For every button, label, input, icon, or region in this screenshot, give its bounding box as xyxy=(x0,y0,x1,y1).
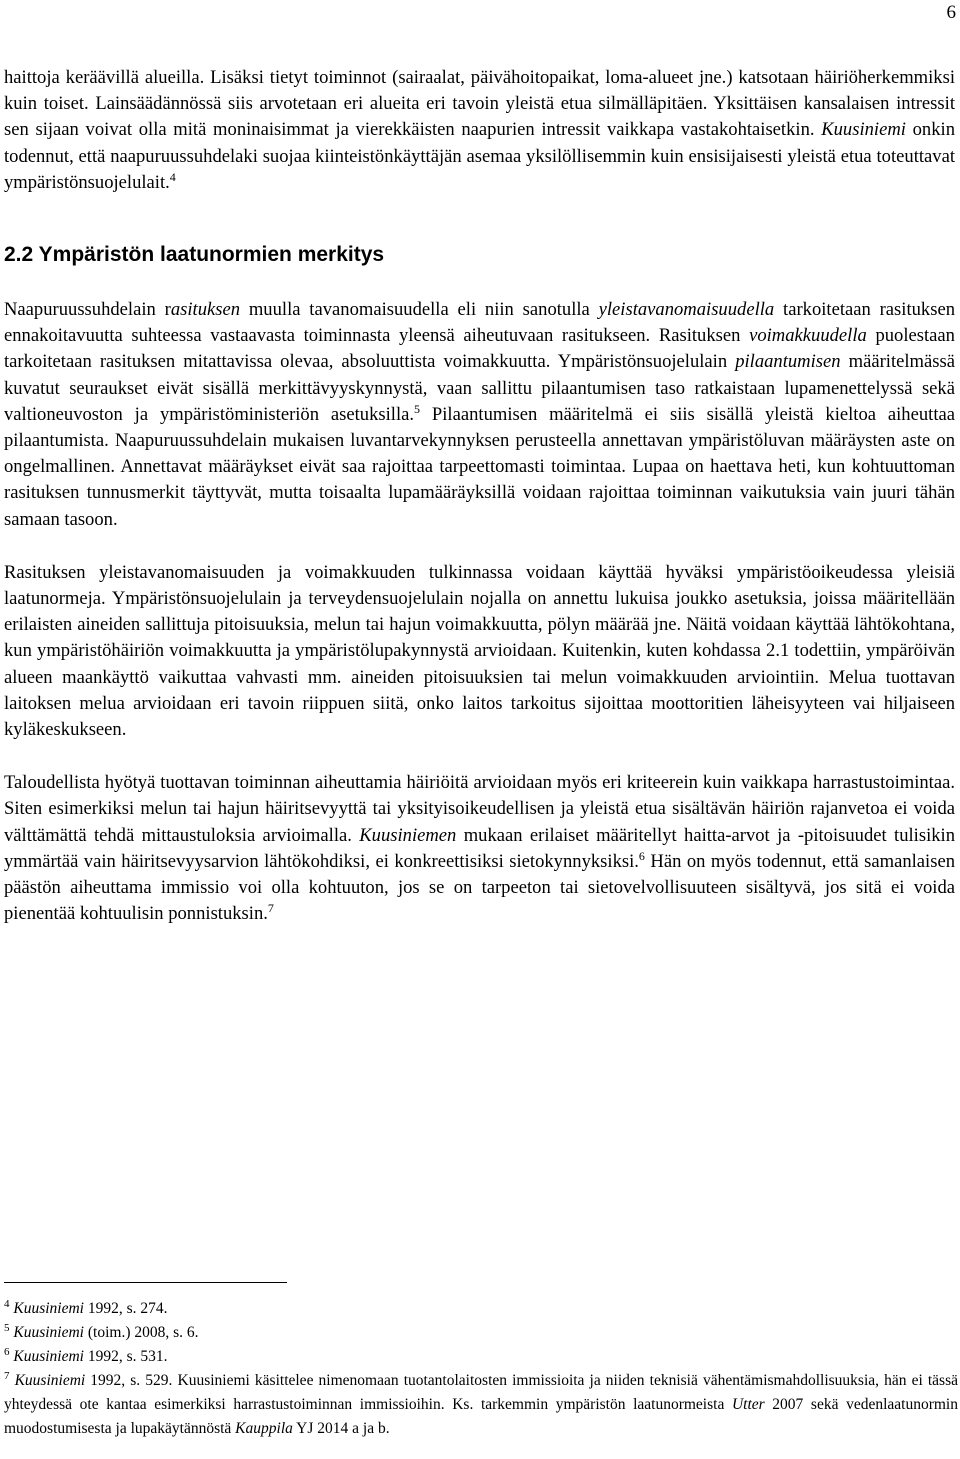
footnote-ref-6: 6 xyxy=(638,848,645,863)
emphasis-term: yleistavanomaisuudella xyxy=(598,299,775,321)
emphasis-term: pilaantumisen xyxy=(735,351,841,373)
footnote-ref-4: 4 xyxy=(169,169,176,184)
paragraph-3: Rasituksen yleistavanomaisuuden ja voimakkuuden tulkinnassa voidaan käyttää hyväksi ympäristöoikeudessa yleisiä laatunormeja. Ympäristönsuojelulain ja terveydensuojelulain nojalla on annettu lukuisa joukko asetuksia, joissa määritellään erilaisten aineiden sallittuja pitoisuuksia, melun tai hajun voimakkuutta, pölyn määrää jne. Näitä voidaan käyttää lähtökohtana, kun ympäristöhäiriön voimakkuutta ja ympäristölupakynnystä arvioidaan. Kuitenkin, kuten kohdassa 2.1 todettiin, ympäröivän alueen maankäyttö vaikuttaa vahvasti mm. aineiden pitoisuuksien tai melun voimakkuuden arviointiin. Melua tuottavan laitoksen melua arvioidaan eri tavoin riippuen siitä, onko laitos tarkoitus sijoittaa moottoritien läheisyyteen vai hiljaiseen kyläkeskukseen. xyxy=(4,561,955,741)
paragraph-1: haittoja keräävillä alueilla. Lisäksi tietyt toiminnot (sairaalat, päivähoitopaikat, loma-alueet jne.) katsotaan häiriöherkemmiksi kuin toiset. Lainsäädännössä siis arvotetaan eri alueita eri tavoin yleistä etua silmälläpitäen. Yksittäisen kansalaisen intressit sen sijaan voivat olla mitä moninaisimmat ja vierekkäisten naapurien intressit vaikkapa vastakohtaisetkin. Kuusiniemi onkin todennut, että naapuruussuhdelaki suojaa kiinteistönkäyttäjän asemaa yksilöllisemmin kuin ensisijaisesti yleistä etua toteuttavat ympäristönsuojelulait.$^4$ xyxy=(4,67,955,193)
footnote-divider xyxy=(4,1282,287,1283)
author-name: Kuusiniemen xyxy=(359,824,457,846)
author-name: Kuusiniemi xyxy=(821,119,906,141)
emphasis-term: voimakkuudella xyxy=(749,325,867,347)
paragraph-2: Naapuruussuhdelain rasituksen muulla tavanomaisuudella eli niin sanotulla yleistavanomaisuudella tarkoitetaan rasituksen ennakoitavuutta suhteessa vastaavasta toiminnasta yleensä aiheutuvaan rasitukseen. Rasituksen voimakkuudella puolestaan tarkoitetaan rasituksen mitattavissa olevaa, absoluuttista voimakkuutta. Ympäristönsuojelulain pilaantumisen määritelmässä kuvatut seuraukset eivät sisällä merkittävyyskynnystä, vaan sallittu pilaantumisen taso ratkaistaan lupamenettelyssä sekä valtioneuvoston ja ympäristöministeriön asetuksilla.$^5$ Pilaantumisen määritelmä ei siis sisällä yleistä kieltoa aiheuttaa pilaantumista. Naapuruussuhdelain mukaisen luvantarvekynnyksen perusteella annettavan ympäristöluvan määräysten aste on ongelmallinen. Annettavat määräykset eivät saa rajoittaa tarpeettomasti toimintaa. Lupaa on haettava heti, kun kohtuuttoman rasituksen tunnusmerkit täyttyvät, mutta toisaalta lupamääräyksillä voidaan rajoittaa toiminnan vaikutuksia vain juuri tähän samaan tasoon. xyxy=(4,299,955,530)
section-heading: 2.2 Ympäristön laatunormien merkitys xyxy=(4,243,385,267)
footnotes xyxy=(4,1297,958,1441)
footnote-ref-7: 7 xyxy=(267,901,274,916)
footnote-4: $^4$ Kuusiniemi 1992, s. 274. xyxy=(4,1297,168,1317)
footnote-ref-5: 5 xyxy=(414,401,421,416)
emphasis-term: asituksen xyxy=(170,299,241,321)
footnote-7: $^7$ Kuusiniemi 1992, s. 529. Kuusiniemi käsittelee nimenomaan tuotantolaitosten immissioita ja niiden teknisiä vähentämismahdollisuuksia, hän ei tässä yhteydessä ote kantaa esimerkiksi harrastustoiminnan immissioihin. Ks. tarkemmin ympäristön laatunormeista Utter 2007 sekä vedenlaatunormin muodostumisesta ja lupakäytännöstä Kauppila YJ 2014 a ja b. xyxy=(4,1369,958,1437)
footnote-6: $^6$ Kuusiniemi 1992, s. 531. xyxy=(4,1345,168,1365)
page-number: 6 xyxy=(946,2,956,23)
paragraph-4: Taloudellista hyötyä tuottavan toiminnan aiheuttamia häiriöitä arvioidaan myös eri kriteerein kuin vaikkapa harrastustoimintaa. Siten esimerkiksi melun tai hajun häiritsevyyttä tai yksityisoikeudellisen ja yleistä etua sisältävän häiriön rajanvetoa ei voida välttämättä tehdä mittaustuloksia arvioimalla. Kuusiniemen mukaan erilaiset määritellyt haitta-arvot ja -pitoisuudet tulisikin ymmärtää vain häiritsevyysarvion lähtökohdiksi, ei konkreettisiksi sietokynnyksiksi.$^6$ Hän on myös todennut, että samanlaisen päästön aiheuttama immissio voi olla kohtuuton, jos se on tarpeeton tai sietovelvollisuuteen sisältyvä, jos sitä ei voida pienentää kohtuulisin ponnistuksin.$^7$ xyxy=(4,772,955,925)
body-text xyxy=(4,65,955,927)
footnote-5: $^5$ Kuusiniemi (toim.) 2008, s. 6. xyxy=(4,1321,199,1341)
